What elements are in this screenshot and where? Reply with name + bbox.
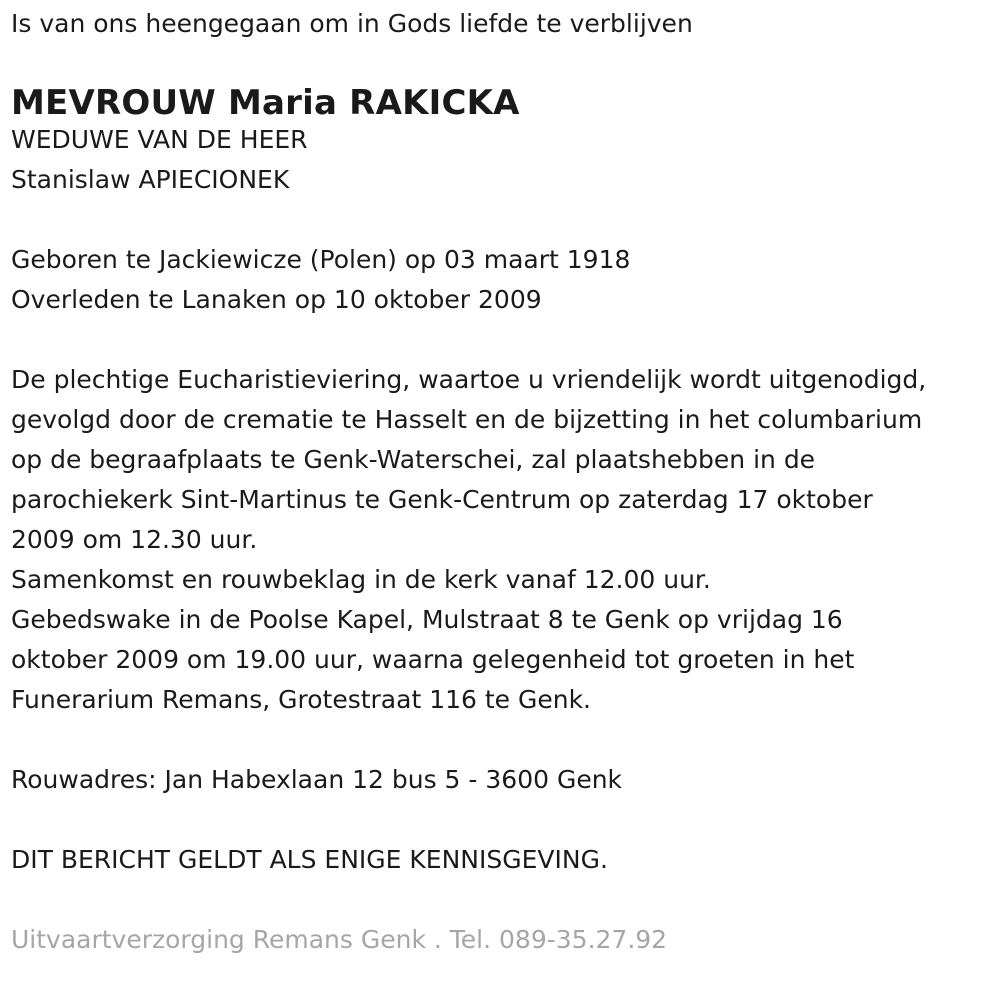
ceremony-line: 2009 om 12.30 uur. (11, 525, 258, 554)
ceremony-line: Gebedswake in de Poolse Kapel, Mulstraat 8 te Genk op vrijdag 16 (11, 605, 843, 634)
spacer (11, 800, 991, 840)
spacer (11, 320, 991, 360)
ceremony-line: Funerarium Remans, Grotestraat 116 te Genk. (11, 685, 592, 714)
spacer (11, 720, 991, 760)
ceremony-line: gevolgd door de crematie te Hasselt en de bijzetting in het columbarium (11, 405, 923, 434)
spacer (11, 880, 991, 920)
ceremony-line: oktober 2009 om 19.00 uur, waarna gelegenheid tot groeten in het (11, 645, 855, 674)
birth-info: Geboren te Jackiewicze (Polen) op 03 maart 1918 (11, 245, 631, 274)
relation-line-1: WEDUWE VAN DE HEER (11, 125, 308, 154)
ceremony-line: parochiekerk Sint-Martinus te Genk-Centrum op zaterdag 17 oktober (11, 485, 873, 514)
obituary-notice (11, 4, 991, 960)
intro-text: Is van ons heengegaan om in Gods liefde te verblijven (11, 9, 693, 38)
funeral-home-footer: Uitvaartverzorging Remans Genk . Tel. 089-35.27.92 (11, 925, 668, 954)
relation-line-2: Stanislaw APIECIONEK (11, 165, 290, 194)
death-info: Overleden te Lanaken op 10 oktober 2009 (11, 285, 542, 314)
ceremony-line: De plechtige Eucharistieviering, waartoe u vriendelijk wordt uitgenodigd, (11, 365, 927, 394)
deceased-name: MEVROUW Maria RAKICKA (11, 83, 520, 123)
ceremony-paragraph (11, 360, 991, 720)
announcement-text: DIT BERICHT GELDT ALS ENIGE KENNISGEVING. (11, 845, 608, 874)
ceremony-line: Samenkomst en rouwbeklag in de kerk vanaf 12.00 uur. (11, 565, 711, 594)
mourning-address: Rouwadres: Jan Habexlaan 12 bus 5 - 3600 Genk (11, 765, 623, 794)
ceremony-line: op de begraafplaats te Genk-Waterschei, zal plaatshebben in de (11, 445, 816, 474)
spacer (11, 200, 991, 240)
